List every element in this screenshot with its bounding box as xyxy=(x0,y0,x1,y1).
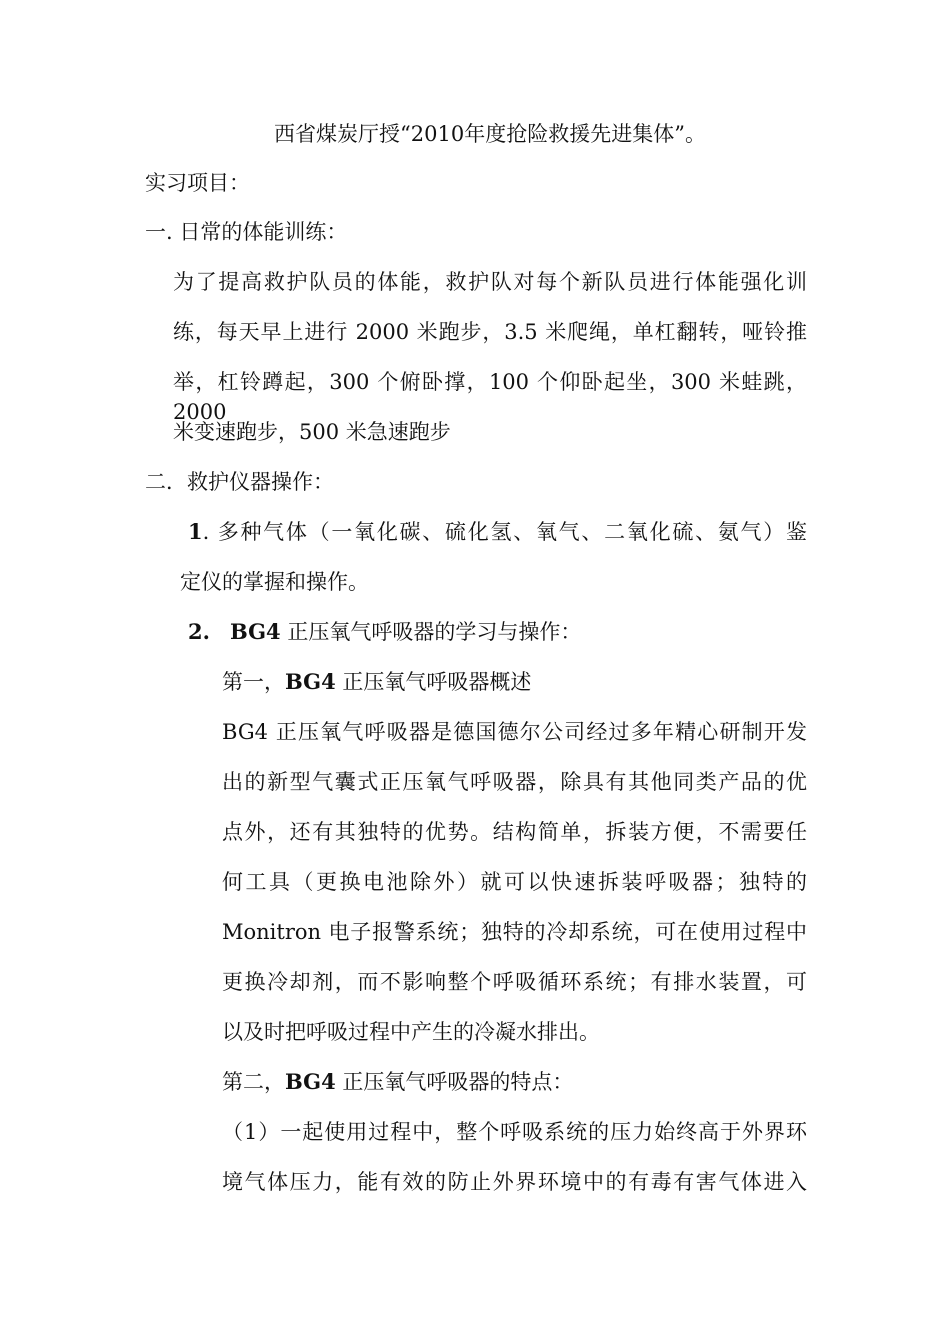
part2-prefix: 第二， xyxy=(222,1070,285,1094)
section1-line-2: 练，每天早上进行 2000 米跑步，3.5 米爬绳，单杠翻转，哑铃推 xyxy=(173,320,807,344)
section1-line-4: 米变速跑步，500 米急速跑步 xyxy=(173,420,451,444)
part2-heading xyxy=(222,1067,573,1097)
item2-model: BG4 xyxy=(229,619,281,644)
part1-line-1: BG4 正压氧气呼吸器是德国德尔公司经过多年精心研制开发 xyxy=(222,720,807,744)
part1-line-2: 出的新型气囊式正压氧气呼吸器，除具有其他同类产品的优 xyxy=(222,770,807,794)
item2-heading xyxy=(188,617,581,647)
part2-model: BG4 xyxy=(285,1069,336,1094)
part1-line-7: 以及时把呼吸过程中产生的冷凝水排出。 xyxy=(222,1020,600,1044)
part2-line-2: 境气体压力，能有效的防止外界环境中的有毒有害气体进入 xyxy=(222,1170,807,1194)
document-title xyxy=(150,119,830,149)
part1-line-3: 点外，还有其独特的优势。结构简单，拆装方便，不需要任 xyxy=(222,820,807,844)
part1-line-5: Monitron 电子报警系统；独特的冷却系统，可在使用过程中 xyxy=(222,920,807,944)
part1-model: BG4 xyxy=(285,669,336,694)
item1-line-2: 定仪的掌握和操作。 xyxy=(180,570,369,594)
document-title-text: 西省煤炭厅授“2010年度抢险救援先进集体”。 xyxy=(274,122,706,146)
part1-line-4: 何工具（更换电池除外）就可以快速拆装呼吸器；独特的 xyxy=(222,870,807,894)
part1-prefix: 第一， xyxy=(222,670,285,694)
item2-number: 2. xyxy=(188,619,210,644)
section1-line-3: 举，杠铃蹲起，300 个俯卧撑，100 个仰卧起坐，300 米蛙跳，2000 xyxy=(173,370,807,424)
part2-line-1: （1）一起使用过程中，整个呼吸系统的压力始终高于外界环 xyxy=(222,1120,807,1144)
section1-heading: 一. 日常的体能训练： xyxy=(145,220,348,244)
part1-line-6: 更换冷却剂，而不影响整个呼吸循环系统；有排水装置，可 xyxy=(222,970,807,994)
section2-heading: 二．救护仪器操作： xyxy=(145,470,334,494)
part1-heading xyxy=(222,667,531,697)
item2-text: 正压氧气呼吸器的学习与操作： xyxy=(287,620,582,644)
part1-text: 正压氧气呼吸器概述 xyxy=(342,670,532,694)
practice-heading: 实习项目： xyxy=(145,171,250,195)
item1-line-1 xyxy=(188,517,807,547)
section1-line-1: 为了提高救护队员的体能，救护队对每个新队员进行体能强化训 xyxy=(173,270,807,294)
item1-text: . 多种气体（一氧化碳、硫化氢、氧气、二氧化硫、氨气）鉴 xyxy=(202,520,807,544)
item1-number: 1 xyxy=(188,519,203,544)
part2-text: 正压氧气呼吸器的特点： xyxy=(342,1070,574,1094)
